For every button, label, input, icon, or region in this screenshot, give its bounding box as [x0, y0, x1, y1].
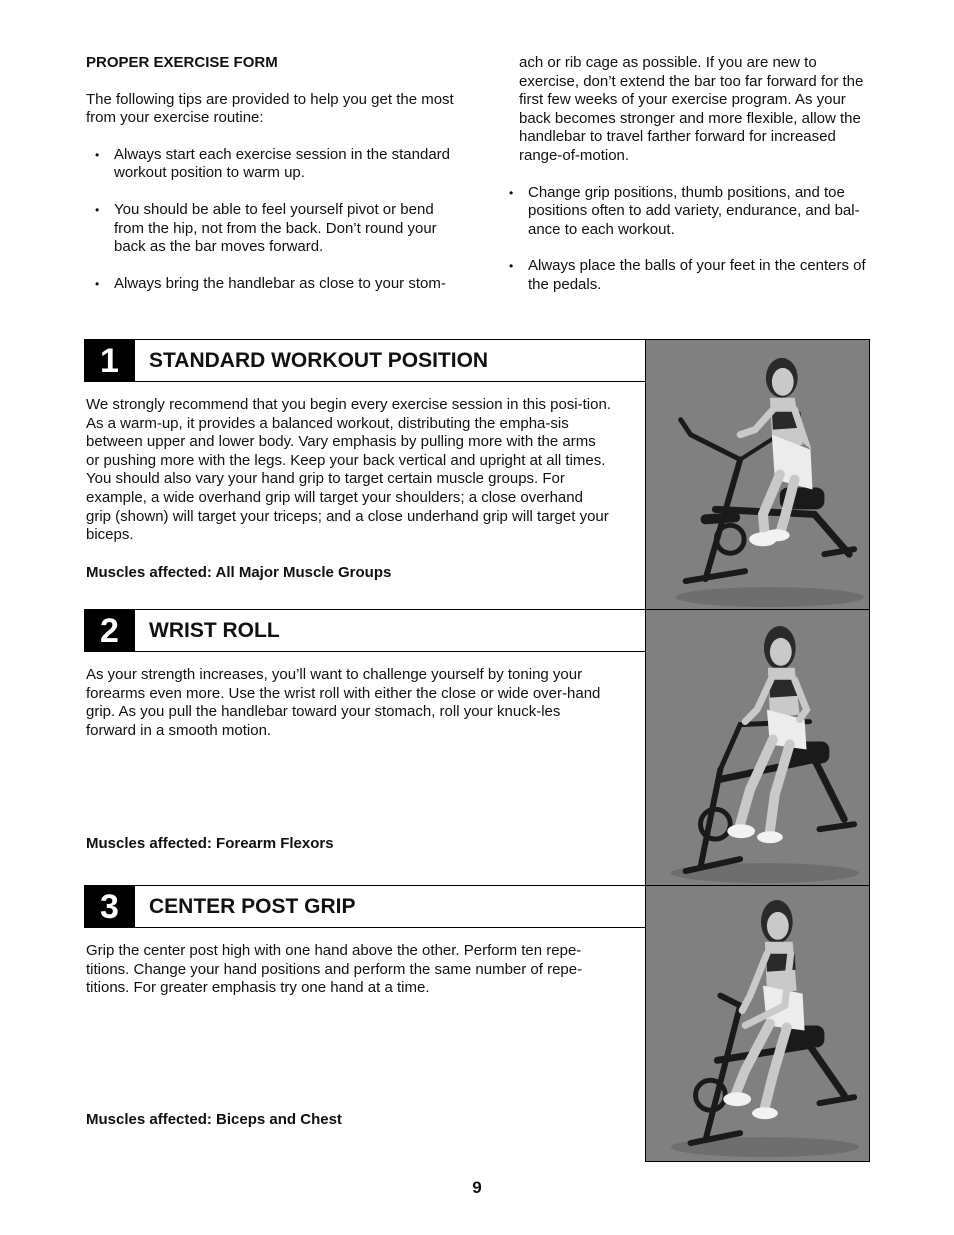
exercise-section-2: [84, 609, 870, 885]
exercise-section-1: [84, 339, 870, 609]
exercise-photo: [645, 885, 870, 1162]
section-header: [84, 339, 645, 382]
list-item: [500, 184, 870, 240]
floor-shadow: [676, 587, 864, 607]
section-title: WRIST ROLL: [149, 619, 280, 642]
muscles-affected: Muscles affected: Forearm Flexors: [86, 835, 334, 852]
bullet-text: Always start each exercise session in the standard workout position to warm up.: [114, 145, 450, 182]
section-title: STANDARD WORKOUT POSITION: [149, 349, 489, 372]
section-title: CENTER POST GRIP: [149, 895, 356, 918]
section-header: [84, 885, 645, 928]
section-number: 3: [84, 886, 135, 928]
bullet-icon: •: [509, 185, 514, 200]
list-item: [86, 275, 466, 294]
bullet-text: Change grip positions, thumb positions, and toe positions often to add variety, endurance, and bal-ance to each workout.: [528, 183, 860, 238]
bullet-icon: •: [509, 259, 514, 274]
bullet-text: Always bring the handlebar as close to your stom-: [114, 274, 446, 292]
intro-bullet-list: [86, 146, 466, 294]
photo-backdrop: [646, 340, 869, 609]
intro-right-column: [500, 54, 870, 313]
exercise-section-3: [84, 885, 870, 1161]
list-item: [86, 146, 466, 183]
page-number: 9: [472, 1178, 482, 1197]
bullet-text: You should be able to feel yourself pivot or bend from the hip, not from the back. Don’t round your back as the bar moves forward.: [114, 200, 437, 256]
section-number: 2: [84, 610, 135, 652]
section-number: 1: [84, 340, 135, 382]
intro-left-column: [86, 54, 466, 311]
center-post-grip-photo: [646, 886, 869, 1161]
list-item: [86, 201, 466, 257]
section-description: We strongly recommend that you begin every exercise session in this posi-tion. As a warm-up, it provides a balanced workout, distributing the empha-sis between upper and lower body. Vary emphasis by pulling more with the arms or pushing more with the legs. Keep your back vertical and upright at all times. You should also vary your hand grip to target certain muscle groups. For example, a wide overhand grip will target your shoulders; a close overhand grip (shown) will target your triceps; and a close underhand grip will target your biceps.: [86, 396, 611, 544]
wrist-roll-photo: [646, 610, 869, 885]
bullet-icon: •: [95, 202, 100, 217]
list-item: [500, 257, 870, 294]
exercise-photo: [645, 609, 870, 886]
intro-lead: The following tips are provided to help you get the most from your exercise routine:: [86, 90, 454, 127]
photo-backdrop: [646, 886, 869, 1161]
section-header: [84, 609, 645, 652]
bullet-text: Always place the balls of your feet in the centers of the pedals.: [528, 257, 866, 293]
exercise-photo: [645, 339, 870, 610]
bullet-continuation: ach or rib cage as possible. If you are new to exercise, don’t extend the bar too far forward for the first few weeks of your exercise program. As your back becomes stronger and more flexible, allow the handlebar to travel farther forward for increased range-of-motion.: [519, 54, 864, 164]
bullet-icon: •: [95, 276, 100, 291]
standard-position-photo: [646, 340, 869, 609]
muscles-affected: Muscles affected: All Major Muscle Groups: [86, 564, 392, 581]
intro-heading: PROPER EXERCISE FORM: [86, 54, 278, 71]
section-description: Grip the center post high with one hand above the other. Perform ten repe-titions. Change your hand positions and perform the same number of repe-titions. For greater emphasis try one hand at a time.: [86, 942, 583, 997]
muscles-affected: Muscles affected: Biceps and Chest: [86, 1111, 342, 1128]
section-description: As your strength increases, you’ll want to challenge yourself by toning your forearms even more. Use the wrist roll with either the close or wide over-hand grip. As you pull the handlebar toward your stomach, roll your knuck-les forward in a smooth motion.: [86, 666, 601, 739]
intro-bullet-list-right: [500, 184, 870, 295]
photo-backdrop: [646, 610, 869, 885]
bullet-icon: •: [95, 147, 100, 162]
